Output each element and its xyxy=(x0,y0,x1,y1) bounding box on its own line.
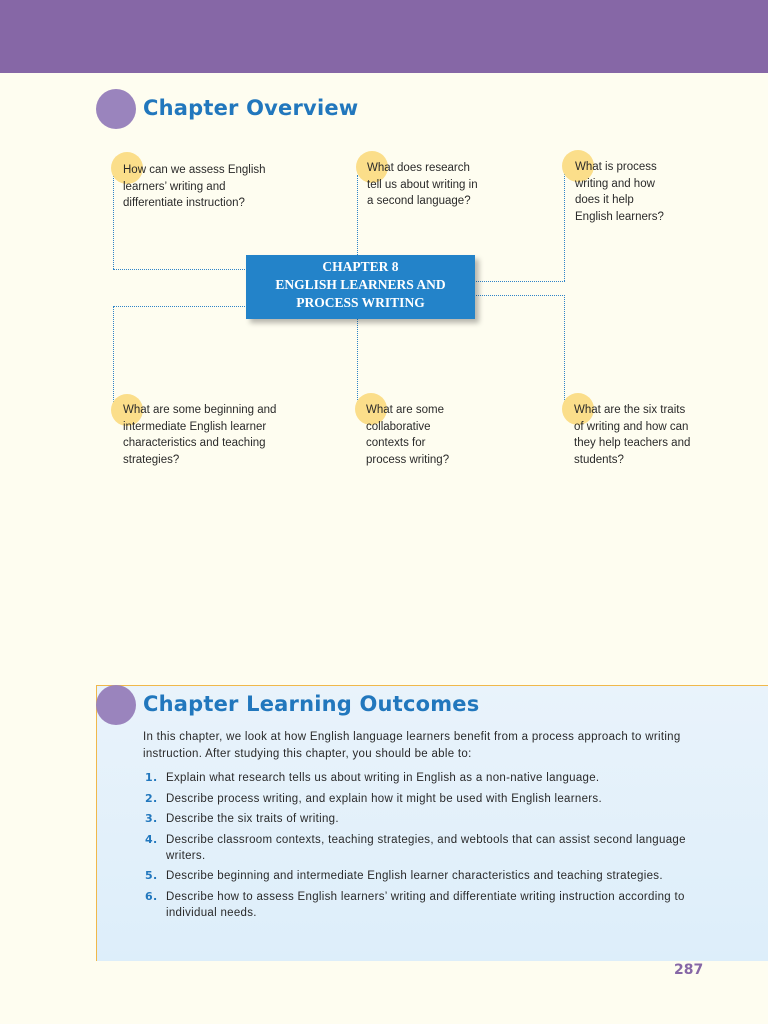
list-item xyxy=(145,811,705,827)
outcome-number: 5. xyxy=(145,869,158,882)
outcomes-intro: In this chapter, we look at how English language learners benefit from a process approach to writing instruction. After studying this chapter, you should be able to: xyxy=(143,731,681,760)
outcome-number: 1. xyxy=(145,771,158,784)
list-item xyxy=(145,832,705,864)
top-color-band xyxy=(0,0,768,73)
connector-line xyxy=(357,319,358,402)
connector-line xyxy=(474,295,565,296)
connector-line xyxy=(113,306,114,402)
outcome-number: 3. xyxy=(145,812,158,825)
overview-question-2: What does research tell us about writing in a second language? xyxy=(367,162,478,207)
page-number: 287 xyxy=(674,962,704,978)
overview-bullet-circle xyxy=(96,89,136,129)
chapter-box-line: ENGLISH LEARNERS AND xyxy=(275,277,446,292)
outcome-text: Describe classroom contexts, teaching strategies, and webtools that can assist second language writers. xyxy=(166,833,686,862)
overview-question-3: What is process writing and how does it help English learners? xyxy=(575,161,664,223)
outcomes-list xyxy=(145,770,705,925)
outcome-text: Explain what research tells us about writing in English as a non-native language. xyxy=(166,772,600,784)
connector-line xyxy=(474,281,565,282)
outcome-text: Describe the six traits of writing. xyxy=(166,813,339,825)
outcome-text: Describe how to assess English learners’ writing and differentiate writing instruction according to individual needs. xyxy=(166,890,685,919)
list-item xyxy=(145,889,705,921)
overview-question-4: What are some beginning and intermediate English learner characteristics and teaching strategies? xyxy=(123,404,277,466)
connector-line xyxy=(564,295,565,402)
outcome-number: 2. xyxy=(145,791,158,805)
connector-line xyxy=(113,174,114,269)
chapter-title-box xyxy=(246,255,475,319)
connector-line xyxy=(113,269,247,270)
chapter-box-line: PROCESS WRITING xyxy=(296,295,425,310)
connector-line xyxy=(357,175,358,257)
list-item xyxy=(145,791,705,807)
chapter-box-line: CHAPTER 8 xyxy=(322,259,399,274)
list-item xyxy=(145,770,705,786)
list-item xyxy=(145,868,705,884)
outcome-number: 6. xyxy=(145,889,158,903)
overview-question-5: What are some collaborative contexts for process writing? xyxy=(366,404,450,466)
outcome-text: Describe beginning and intermediate English learner characteristics and teaching strategies. xyxy=(166,870,663,882)
overview-question-1: How can we assess English learners’ writing and differentiate instruction? xyxy=(123,164,266,209)
overview-question-6: What are the six traits of writing and how can they help teachers and students? xyxy=(574,404,691,466)
connector-line xyxy=(113,306,247,307)
outcomes-title: Chapter Learning Outcomes xyxy=(143,692,480,716)
outcome-number: 4. xyxy=(145,832,158,846)
connector-line xyxy=(564,172,565,281)
overview-title: Chapter Overview xyxy=(143,96,359,120)
outcomes-bullet-circle xyxy=(96,685,136,725)
outcome-text: Describe process writing, and explain how it might be used with English learners. xyxy=(166,792,602,805)
